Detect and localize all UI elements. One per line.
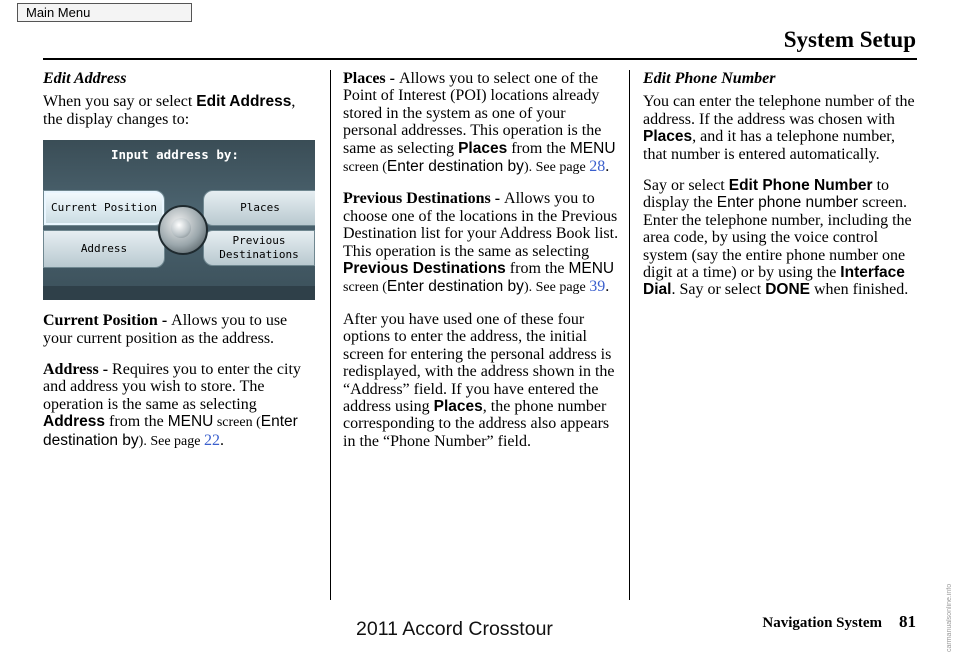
edit-address-heading: Edit Address bbox=[43, 70, 127, 87]
edit-phone-intro: You can enter the telephone number of the address. If the address was chosen with Places, and it has a telephone number, that number is entered automatically. bbox=[643, 93, 915, 163]
column-3 bbox=[643, 70, 920, 313]
screen-address-button: Address bbox=[43, 230, 165, 268]
places-desc: Places - Allows you to select one of the Point of Interest (POI) locations already stored in the system as one of your personal addresses. This operation is the same as selecting Places from the MENU screen (Enter destination by). See page 28. bbox=[343, 70, 616, 176]
column-1 bbox=[43, 70, 318, 464]
address-desc: Address - Requires you to enter the city and address you wish to store. The operation is the same as selecting Address from the MENU screen (Enter destination by). See page 22. bbox=[43, 361, 301, 449]
footer-label: Navigation System bbox=[762, 615, 882, 631]
page-number: 81 bbox=[899, 612, 916, 631]
source-watermark: carmanualsonline.info bbox=[946, 583, 953, 652]
screen-places-button: Places bbox=[203, 190, 315, 226]
input-address-screen-image bbox=[43, 140, 315, 300]
page-link-22[interactable]: 22 bbox=[203, 431, 220, 449]
title-rule bbox=[43, 58, 917, 60]
column-divider-2 bbox=[629, 70, 630, 600]
screen-bottom-bar bbox=[43, 286, 315, 300]
edit-phone-heading: Edit Phone Number bbox=[643, 70, 776, 87]
current-position-desc: Current Position - Allows you to use your current position as the address. bbox=[43, 312, 288, 347]
section-title: System Setup bbox=[783, 27, 916, 52]
column-2 bbox=[343, 70, 621, 464]
screen-title: Input address by: bbox=[111, 147, 239, 163]
edit-phone-instructions: Say or select Edit Phone Number to display the Enter phone number screen. Enter the telephone number, including the area code, by using the voice control system (say the entire phone number one digit at a time) or by using the Interface Dial. Say or select DONE when finished. bbox=[643, 177, 912, 299]
main-menu-button[interactable]: Main Menu bbox=[17, 3, 192, 22]
screen-current-position-button: Current Position bbox=[43, 190, 165, 226]
column-divider-1 bbox=[330, 70, 331, 600]
screen-previous-destinations-button: Previous Destinations bbox=[203, 230, 315, 266]
page-link-39[interactable]: 39 bbox=[589, 278, 606, 296]
page-link-28[interactable]: 28 bbox=[589, 158, 606, 176]
previous-destinations-desc: Previous Destinations - Allows you to choose one of the locations in the Previous Destination list for your Address Book list. This operation is the same as selecting Previous Destinations from the MENU screen (Enter destination by). See page 39. bbox=[343, 190, 619, 296]
after-options-desc: After you have used one of these four options to enter the address, the initial screen for entering the personal address is redisplayed, with the address shown in the “Address” field. If you have entered the address using Places, the phone number corresponding to the address also appears in the “Phone Number” field. bbox=[343, 310, 615, 450]
edit-address-intro: When you say or select Edit Address, the display changes to: bbox=[43, 93, 296, 128]
watermark: 2011 Accord Crosstour bbox=[356, 618, 553, 640]
